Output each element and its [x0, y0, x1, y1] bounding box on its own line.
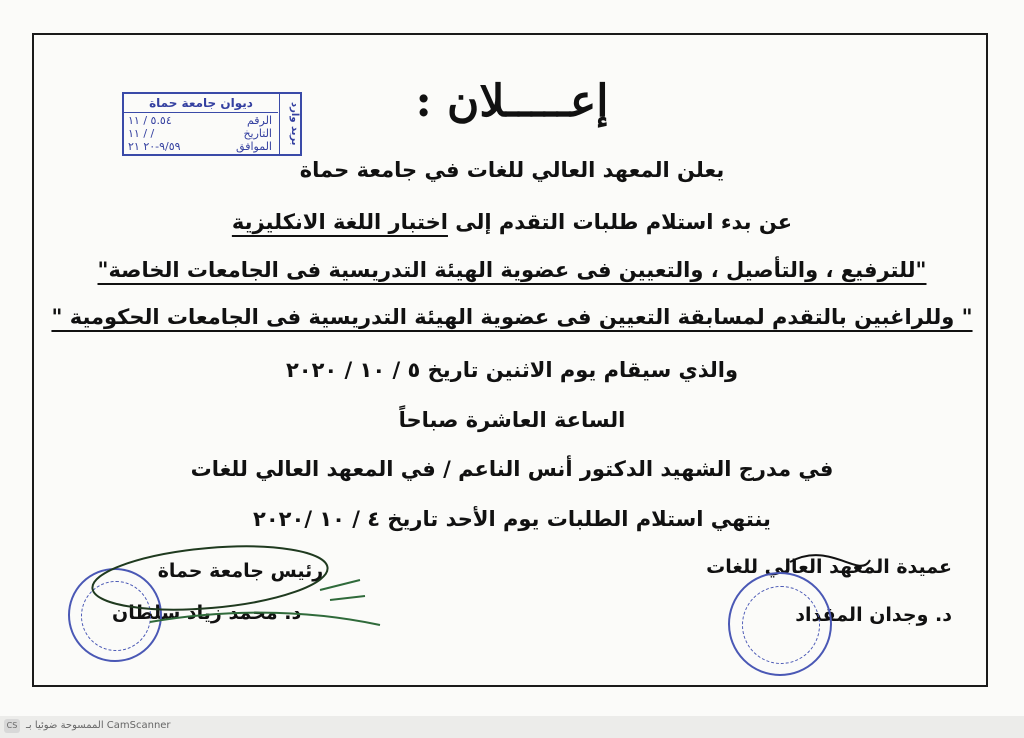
stamp-title: ديوان جامعة حماة	[124, 94, 278, 113]
announcement-line-6: الساعة العاشرة صباحاً	[398, 408, 626, 432]
announcement-line-5: والذي سيقام يوم الاثنين تاريخ ٥ / ١٠ / ٢٠٢٠	[285, 358, 739, 382]
exam-name: اختبار اللغة الانكليزية	[231, 210, 448, 234]
stamp-row: الرقم ٥.٥٤ / ١١	[128, 114, 272, 127]
announcement-line-1: يعلن المعهد العالي للغات في جامعة حماة	[299, 158, 725, 182]
scanner-watermark-text: CamScanner الممسوحة ضوئيا بـ	[26, 720, 171, 731]
scanner-footer	[0, 716, 1024, 738]
announcement-line-3: "للترفيع ، والتأصيل ، والتعيين فى عضوية الهيئة التدريسية فى الجامعات الخاصة"	[97, 258, 927, 282]
stamp-side-label: بريد وارد	[279, 94, 300, 154]
president-name: د. محمد زياد سلطان	[112, 602, 302, 624]
announcement-heading: إعـــــلان :	[415, 76, 609, 127]
stamp-row: التاريخ / / ١١	[128, 127, 272, 140]
stamp-row: الموافق ٩/٥٩-٢٠ ٢١	[128, 140, 272, 153]
camscanner-logo-icon: CS	[4, 719, 20, 733]
announcement-line-8: ينتهي استلام الطلبات يوم الأحد تاريخ ٤ / ١٠ /٢٠٢٠	[253, 507, 771, 531]
announcement-line-2: عن بدء استلام طلبات التقدم إلى اختبار اللغة الانكليزية	[231, 210, 793, 234]
announcement-line-4: " وللراغبين بالتقدم لمسابقة التعيين فى عضوية الهيئة التدريسية فى الجامعات الحكومية "	[51, 305, 973, 329]
dean-name: د. وجدان المقداد	[795, 604, 952, 626]
president-title: رئيس جامعة حماة	[157, 560, 324, 582]
dean-title: عميدة المعهد العالي للغات	[706, 556, 952, 578]
announcement-line-7: في مدرج الشهيد الدكتور أنس الناعم / في المعهد العالي للغات	[190, 457, 834, 481]
